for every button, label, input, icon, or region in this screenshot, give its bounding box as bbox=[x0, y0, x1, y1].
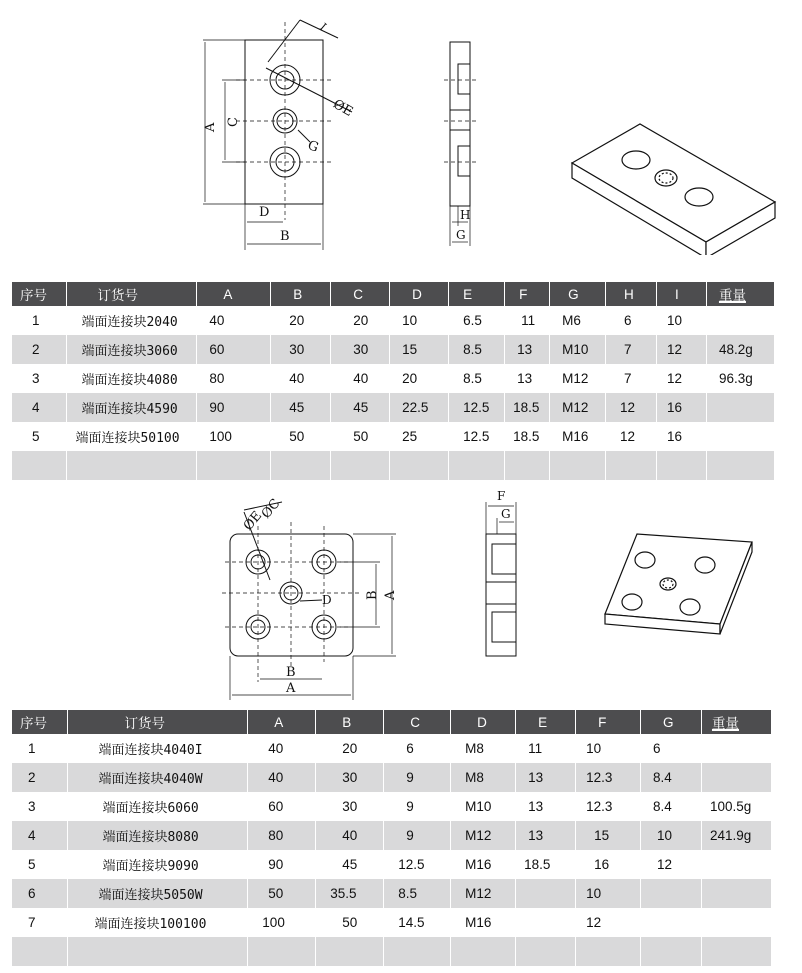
dim-b-label: B bbox=[286, 665, 296, 680]
cell: 8.4 bbox=[641, 763, 702, 792]
table-row bbox=[12, 306, 775, 335]
table-row bbox=[12, 821, 772, 850]
cell: 12 bbox=[657, 335, 707, 364]
cell: 16 bbox=[657, 393, 707, 422]
cell: 35.5 bbox=[316, 879, 384, 908]
cell: 40 bbox=[331, 364, 390, 393]
cell: 3 bbox=[12, 792, 68, 821]
cell: 40 bbox=[248, 763, 316, 792]
dim-d-label: D bbox=[322, 593, 332, 607]
cell: 90 bbox=[248, 850, 316, 879]
cell: M16 bbox=[550, 422, 606, 451]
cell: 18.5 bbox=[505, 422, 550, 451]
cell: 6.5 bbox=[449, 306, 505, 335]
front-view bbox=[203, 20, 352, 250]
cell: 80 bbox=[197, 364, 271, 393]
cell: 端面连接块4040W bbox=[68, 763, 248, 792]
cell: 端面连接块3060 bbox=[67, 335, 197, 364]
table-header-row bbox=[12, 710, 772, 734]
cell: 10 bbox=[657, 306, 707, 335]
spec-table-1 bbox=[12, 282, 775, 480]
cell bbox=[701, 879, 771, 908]
cell: 7 bbox=[12, 908, 68, 937]
cell: 30 bbox=[331, 335, 390, 364]
col-header: C bbox=[384, 710, 451, 734]
dim-g-side-label: G bbox=[456, 228, 466, 242]
cell: 45 bbox=[316, 850, 384, 879]
table-row bbox=[12, 335, 775, 364]
dim-e-label: ØE bbox=[330, 96, 356, 120]
side-view-square bbox=[486, 502, 516, 656]
col-header: E bbox=[516, 710, 576, 734]
cell: 12 bbox=[641, 850, 702, 879]
cell: 8.5 bbox=[384, 879, 451, 908]
table-row bbox=[12, 792, 772, 821]
col-header: 序号 bbox=[12, 710, 68, 734]
cell: 40 bbox=[271, 364, 331, 393]
table-row bbox=[12, 879, 772, 908]
cell: M8 bbox=[451, 763, 516, 792]
cell: 18.5 bbox=[505, 393, 550, 422]
cell: 端面连接块9090 bbox=[68, 850, 248, 879]
cell: 端面连接块4040I bbox=[68, 734, 248, 763]
cell: 1 bbox=[12, 306, 67, 335]
cell: 60 bbox=[248, 792, 316, 821]
col-header: D bbox=[390, 282, 449, 306]
dim-h-label: H bbox=[460, 208, 471, 222]
col-header: I bbox=[657, 282, 707, 306]
cell: M16 bbox=[451, 908, 516, 937]
iso-view bbox=[572, 124, 775, 255]
cell: 端面连接块100100 bbox=[68, 908, 248, 937]
col-header: G bbox=[550, 282, 606, 306]
cell: 22.5 bbox=[390, 393, 449, 422]
cell: 20 bbox=[316, 734, 384, 763]
cell: 100.5g bbox=[701, 792, 771, 821]
dim-c-label: ØC bbox=[258, 496, 284, 522]
cell: M10 bbox=[451, 792, 516, 821]
cell: 端面连接块4590 bbox=[67, 393, 197, 422]
table-header-row bbox=[12, 282, 775, 306]
drawing-4040-series bbox=[0, 482, 802, 704]
cell: 9 bbox=[384, 821, 451, 850]
cell: 5 bbox=[12, 422, 67, 451]
cell: 50 bbox=[248, 879, 316, 908]
cell bbox=[701, 734, 771, 763]
cell: 2 bbox=[12, 763, 68, 792]
cell: 18.5 bbox=[516, 850, 576, 879]
col-header: D bbox=[451, 710, 516, 734]
cell: 12 bbox=[657, 364, 707, 393]
table-row bbox=[12, 364, 775, 393]
dim-b-label: B bbox=[280, 229, 290, 244]
table-row bbox=[12, 908, 772, 937]
cell: 20 bbox=[331, 306, 390, 335]
spec-table-2 bbox=[12, 710, 772, 966]
cell: 100 bbox=[197, 422, 271, 451]
cell: 40 bbox=[316, 821, 384, 850]
cell: M12 bbox=[451, 821, 516, 850]
col-header: A bbox=[248, 710, 316, 734]
cell: 8.4 bbox=[641, 792, 702, 821]
dim-g-label: G bbox=[501, 507, 511, 521]
cell bbox=[701, 763, 771, 792]
cell bbox=[701, 850, 771, 879]
cell bbox=[706, 422, 774, 451]
cell: 4 bbox=[12, 393, 67, 422]
cell: 13 bbox=[505, 364, 550, 393]
cell: M6 bbox=[550, 306, 606, 335]
cell: 30 bbox=[316, 763, 384, 792]
cell: 30 bbox=[271, 335, 331, 364]
cell: 端面连接块4080 bbox=[67, 364, 197, 393]
cell: 12.5 bbox=[384, 850, 451, 879]
dim-f-label: F bbox=[497, 489, 506, 503]
cell: 20 bbox=[390, 364, 449, 393]
cell: 端面连接块50100 bbox=[67, 422, 197, 451]
cell: 9 bbox=[384, 763, 451, 792]
table-row-empty bbox=[12, 937, 772, 966]
cell: 30 bbox=[316, 792, 384, 821]
dim-i-label: I bbox=[317, 20, 329, 34]
dim-c-label: C bbox=[226, 117, 241, 127]
cell: M12 bbox=[550, 364, 606, 393]
cell: 10 bbox=[390, 306, 449, 335]
cell: 端面连接块5050W bbox=[68, 879, 248, 908]
cell: 6 bbox=[12, 879, 68, 908]
cell-na bbox=[641, 879, 702, 908]
col-header: 序号 bbox=[12, 282, 67, 306]
col-header: 订货号 bbox=[68, 710, 248, 734]
table-row bbox=[12, 850, 772, 879]
cell bbox=[701, 908, 771, 937]
col-header: F bbox=[576, 710, 641, 734]
cell: 8.5 bbox=[449, 364, 505, 393]
col-header: C bbox=[331, 282, 390, 306]
col-header: 重量 bbox=[706, 282, 774, 306]
cell: 241.9g bbox=[701, 821, 771, 850]
cell: 13 bbox=[516, 821, 576, 850]
cell: 7 bbox=[606, 335, 657, 364]
col-header: B bbox=[271, 282, 331, 306]
cell: 10 bbox=[576, 734, 641, 763]
cell: M12 bbox=[550, 393, 606, 422]
col-header: 订货号 bbox=[67, 282, 197, 306]
col-header: H bbox=[606, 282, 657, 306]
cell: 10 bbox=[641, 821, 702, 850]
cell: 11 bbox=[505, 306, 550, 335]
cell: 10 bbox=[576, 879, 641, 908]
cell: 50 bbox=[316, 908, 384, 937]
table-row bbox=[12, 422, 775, 451]
cell: 15 bbox=[576, 821, 641, 850]
cell: 45 bbox=[271, 393, 331, 422]
cell: 12 bbox=[606, 393, 657, 422]
dim-d-label: D bbox=[259, 205, 270, 220]
cell: 40 bbox=[248, 734, 316, 763]
cell bbox=[706, 306, 774, 335]
cell: M10 bbox=[550, 335, 606, 364]
cell: 16 bbox=[576, 850, 641, 879]
cell: 60 bbox=[197, 335, 271, 364]
cell: 12 bbox=[606, 422, 657, 451]
col-header: B bbox=[316, 710, 384, 734]
cell: 100 bbox=[248, 908, 316, 937]
cell: 12.3 bbox=[576, 763, 641, 792]
cell: 80 bbox=[248, 821, 316, 850]
front-view-square bbox=[222, 502, 396, 700]
cell: 6 bbox=[606, 306, 657, 335]
cell: 12.5 bbox=[449, 393, 505, 422]
dim-e-label: ØE bbox=[240, 508, 266, 534]
cell: 12.3 bbox=[576, 792, 641, 821]
col-header: G bbox=[641, 710, 702, 734]
col-header: E bbox=[449, 282, 505, 306]
drawing-2040-series bbox=[0, 0, 802, 255]
dim-a-label: A bbox=[203, 122, 218, 132]
table-row bbox=[12, 763, 772, 792]
cell: 6 bbox=[384, 734, 451, 763]
cell: 4 bbox=[12, 821, 68, 850]
table-row bbox=[12, 393, 775, 422]
cell bbox=[641, 908, 702, 937]
cell: 端面连接块2040 bbox=[67, 306, 197, 335]
cell: 12.5 bbox=[449, 422, 505, 451]
cell: 5 bbox=[12, 850, 68, 879]
table-row bbox=[12, 734, 772, 763]
cell: 40 bbox=[197, 306, 271, 335]
cell: 1 bbox=[12, 734, 68, 763]
cell: 14.5 bbox=[384, 908, 451, 937]
dim-a-right-label: A bbox=[383, 590, 398, 600]
cell: 9 bbox=[384, 792, 451, 821]
cell bbox=[706, 393, 774, 422]
cell: M16 bbox=[451, 850, 516, 879]
cell: 7 bbox=[606, 364, 657, 393]
dim-a-label: A bbox=[286, 681, 296, 696]
cell: 96.3g bbox=[706, 364, 774, 393]
col-header: 重量 bbox=[701, 710, 771, 734]
cell: 20 bbox=[271, 306, 331, 335]
cell: 15 bbox=[390, 335, 449, 364]
cell: 12 bbox=[576, 908, 641, 937]
cell: 2 bbox=[12, 335, 67, 364]
cell: 13 bbox=[516, 763, 576, 792]
cell: 45 bbox=[331, 393, 390, 422]
cell: 6 bbox=[641, 734, 702, 763]
cell: 13 bbox=[505, 335, 550, 364]
cell: 90 bbox=[197, 393, 271, 422]
cell: 50 bbox=[271, 422, 331, 451]
col-header: F bbox=[505, 282, 550, 306]
cell bbox=[516, 908, 576, 937]
cell: M12 bbox=[451, 879, 516, 908]
col-header: A bbox=[197, 282, 271, 306]
table-row-empty bbox=[12, 451, 775, 480]
dim-g-label: G bbox=[305, 138, 321, 156]
cell: 16 bbox=[657, 422, 707, 451]
cell: 11 bbox=[516, 734, 576, 763]
cell: 50 bbox=[331, 422, 390, 451]
iso-view-square bbox=[605, 534, 752, 634]
cell: M8 bbox=[451, 734, 516, 763]
cell: 端面连接块6060 bbox=[68, 792, 248, 821]
cell: 13 bbox=[516, 792, 576, 821]
cell: 3 bbox=[12, 364, 67, 393]
cell: 8.5 bbox=[449, 335, 505, 364]
cell: 端面连接块8080 bbox=[68, 821, 248, 850]
cell-na bbox=[516, 879, 576, 908]
cell: 25 bbox=[390, 422, 449, 451]
cell: 48.2g bbox=[706, 335, 774, 364]
dim-b-right-label: B bbox=[365, 590, 380, 600]
